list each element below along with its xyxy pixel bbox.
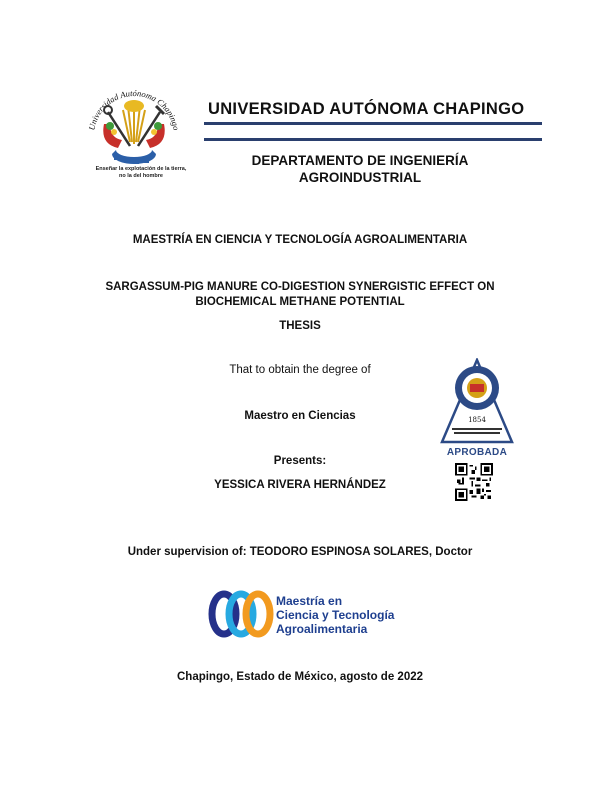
approval-status: APROBADA	[446, 447, 508, 458]
program-logo-text	[276, 594, 436, 636]
qr-code	[455, 463, 493, 501]
presents-label: Presents:	[273, 455, 327, 467]
header-rule-bottom	[204, 138, 542, 141]
program-name: MAESTRÍA EN CIENCIA Y TECNOLOGÍA AGROALIMENTARIA	[132, 234, 468, 246]
program-logo-line-1: Maestría en	[276, 594, 343, 608]
motto-line-1: Enseñar la explotación de la tierra,	[95, 166, 187, 172]
program-logo-line-2: Ciencia y Tecnología	[276, 608, 395, 622]
seal-year: 1854	[468, 416, 486, 424]
thesis-title-line-1: SARGASSUM-PIG MANURE CO-DIGESTION SYNERGISTIC EFFECT ON	[105, 281, 495, 293]
logo-ring-text: Universidad Autónoma Chapingo	[86, 87, 182, 132]
header-rule-top	[204, 122, 542, 125]
document-type: THESIS	[279, 320, 321, 332]
thesis-title	[0, 280, 600, 310]
thesis-title-line-2: BIOCHEMICAL METHANE POTENTIAL	[195, 296, 405, 308]
department-name	[240, 152, 480, 186]
department-line-1: DEPARTAMENTO DE INGENIERÍA	[251, 153, 469, 168]
supervision-line: Under supervision of: TEODORO ESPINOSA SOLARES, Doctor	[127, 546, 473, 558]
department-line-2: AGROINDUSTRIAL	[298, 170, 422, 185]
program-logo-line-3: Agroalimentaria	[276, 622, 368, 636]
degree-intro: That to obtain the degree of	[229, 364, 371, 376]
approval-seal	[440, 358, 514, 446]
motto-line-2: no la del hombre	[118, 172, 163, 179]
university-name: UNIVERSIDAD AUTÓNOMA CHAPINGO	[208, 100, 525, 118]
place-and-date: Chapingo, Estado de México, agosto de 2022	[176, 671, 424, 683]
university-logo	[78, 74, 190, 174]
university-motto	[88, 166, 194, 179]
author-name: YESSICA RIVERA HERNÁNDEZ	[214, 479, 386, 491]
program-logo-icon	[206, 587, 278, 641]
degree-name: Maestro en Ciencias	[244, 410, 356, 422]
